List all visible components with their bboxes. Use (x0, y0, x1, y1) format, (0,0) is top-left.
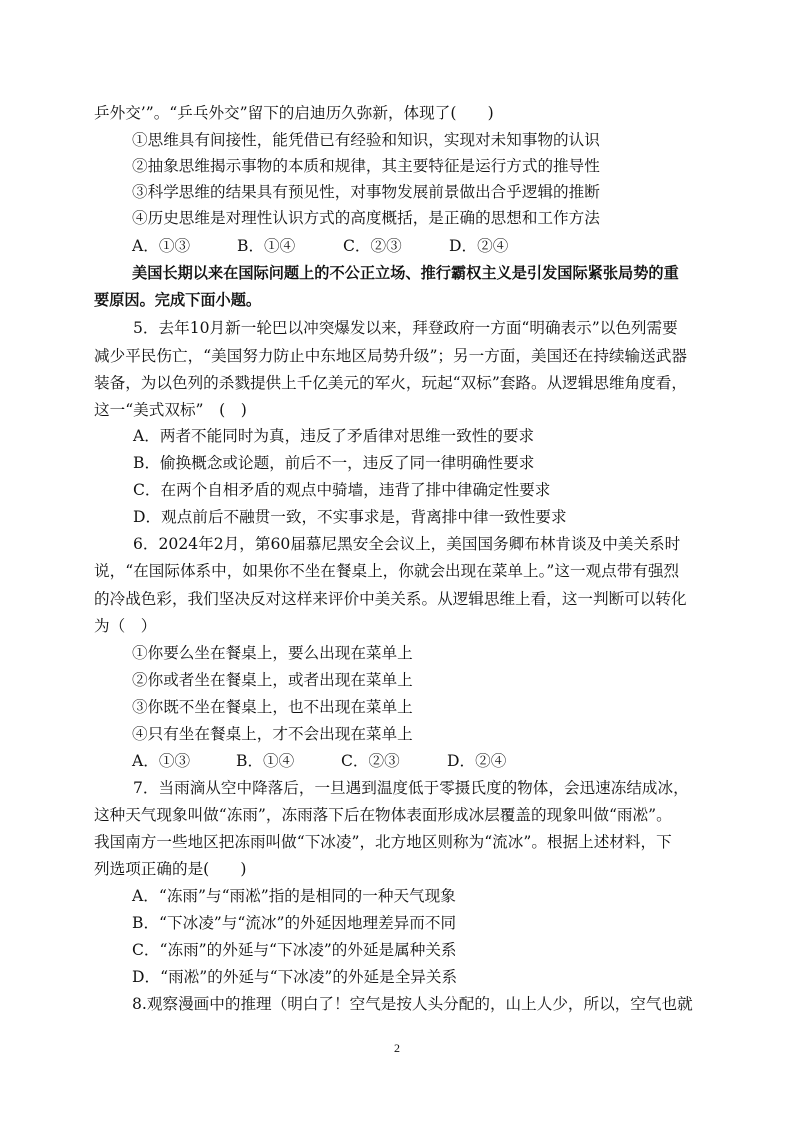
q5-stem-line-3: 装备，为以色列的杀戮提供上千亿美元的军火，玩起“双标”套路。从逻辑思维角度看， (94, 374, 687, 392)
q6-stem-line-2: 说，“在国际体系中，如果你不坐在餐桌上，你就会出现在菜单上。”这一观点带有强烈 (94, 562, 680, 580)
q6-choices (132, 751, 506, 771)
q6-choice-d: D．②④ (447, 752, 507, 770)
q8-stem-start: 8.观察漫画中的推理（明白了！空气是按人头分配的，山上人少，所以，空气也就 (132, 995, 693, 1013)
q7-option-d: D．“雨凇”的外延与“下冰凌”的外延是全异关系 (132, 968, 458, 986)
q6-item-2: ②你或者坐在餐桌上，或者出现在菜单上 (132, 671, 413, 689)
q4-stem-end: 乒外交’”。“乒乓外交”留下的启迪历久弥新，体现了( ) (94, 104, 494, 122)
q5-option-b: B．偷换概念或论题，前后不一，违反了同一律明确性要求 (133, 454, 535, 472)
q6-item-3: ③你既不坐在餐桌上，也不出现在菜单上 (132, 698, 413, 716)
q6-item-1: ①你要么坐在餐桌上，要么出现在菜单上 (132, 644, 413, 662)
q4-item-1: ①思维具有间接性，能凭借已有经验和知识，实现对未知事物的认识 (132, 131, 600, 149)
intro-line-2: 要原因。完成下面小题。 (94, 291, 262, 309)
q5-stem-line-2: 减少平民伤亡，“美国努力防止中东地区局势升级”；另一方面，美国还在持续输送武器 (94, 347, 687, 365)
q7-stem-line-3: 我国南方一些地区把冻雨叫做“下冰凌”，北方地区则称为“流冰”。根据上述材料，下 (94, 833, 672, 851)
q6-stem-line-1: 6．2024年2月，第60届慕尼黑安全会议上，美国国务卿布林肯谈及中美关系时 (133, 535, 681, 553)
q4-choice-d: D．②④ (449, 237, 509, 255)
q4-choice-a: A．①③ (132, 237, 191, 255)
q5-stem-line-4: 这一“美式双标” ( ) (94, 401, 247, 419)
q4-choice-c: C．②③ (343, 237, 402, 255)
page-number: 2 (394, 1041, 400, 1055)
q6-choice-b: B．①④ (236, 752, 295, 770)
q7-stem-line-2: 这种天气现象叫做“冻雨”，冻雨落下后在物体表面形成冰层覆盖的现象叫做“雨凇”。 (94, 806, 672, 824)
q4-choices (132, 236, 508, 256)
intro-line-1: 美国长期以来在国际问题上的不公正立场、推行霸权主义是引发国际紧张局势的重 (132, 264, 679, 282)
q5-option-c: C．在两个自相矛盾的观点中骑墙，违背了排中律确定性要求 (133, 481, 551, 499)
q5-stem-line-1: 5．去年10月新一轮巴以冲突爆发以来，拜登政府一方面“明确表示”以色列需要 (133, 319, 678, 337)
q4-item-2: ②抽象思维揭示事物的本质和规律，其主要特征是运行方式的推导性 (132, 157, 600, 175)
q6-choice-c: C．②③ (341, 752, 400, 770)
q7-stem-line-4: 列选项正确的是( ) (94, 860, 247, 878)
q6-stem-line-4: 为（ ） (94, 617, 157, 635)
q5-option-d: D．观点前后不融贯一致，不实事求是，背离排中律一致性要求 (133, 508, 567, 526)
q7-stem-line-1: 7．当雨滴从空中降落后，一旦遇到温度低于零摄氏度的物体，会迅速冻结成冰， (133, 779, 689, 797)
q4-item-3: ③科学思维的结果具有预见性，对事物发展前景做出合乎逻辑的推断 (132, 183, 600, 201)
q4-choice-b: B．①④ (237, 237, 296, 255)
q4-item-4: ④历史思维是对理性认识方式的高度概括，是正确的思想和工作方法 (132, 209, 600, 227)
q6-item-4: ④只有坐在餐桌上，才不会出现在菜单上 (132, 725, 413, 743)
q7-option-c: C．“冻雨”的外延与“下冰凌”的外延是属种关系 (132, 941, 457, 959)
q7-option-b: B．“下冰凌”与“流冰”的外延因地理差异而不同 (132, 914, 457, 932)
q5-option-a: A．两者不能同时为真，违反了矛盾律对思维一致性的要求 (133, 427, 535, 445)
q7-option-a: A．“冻雨”与“雨凇”指的是相同的一种天气现象 (132, 887, 456, 905)
q6-stem-line-3: 的冷战色彩，我们坚决反对这样来评价中美关系。从逻辑思维上看，这一判断可以转化 (94, 590, 687, 608)
q6-choice-a: A．①③ (132, 752, 191, 770)
